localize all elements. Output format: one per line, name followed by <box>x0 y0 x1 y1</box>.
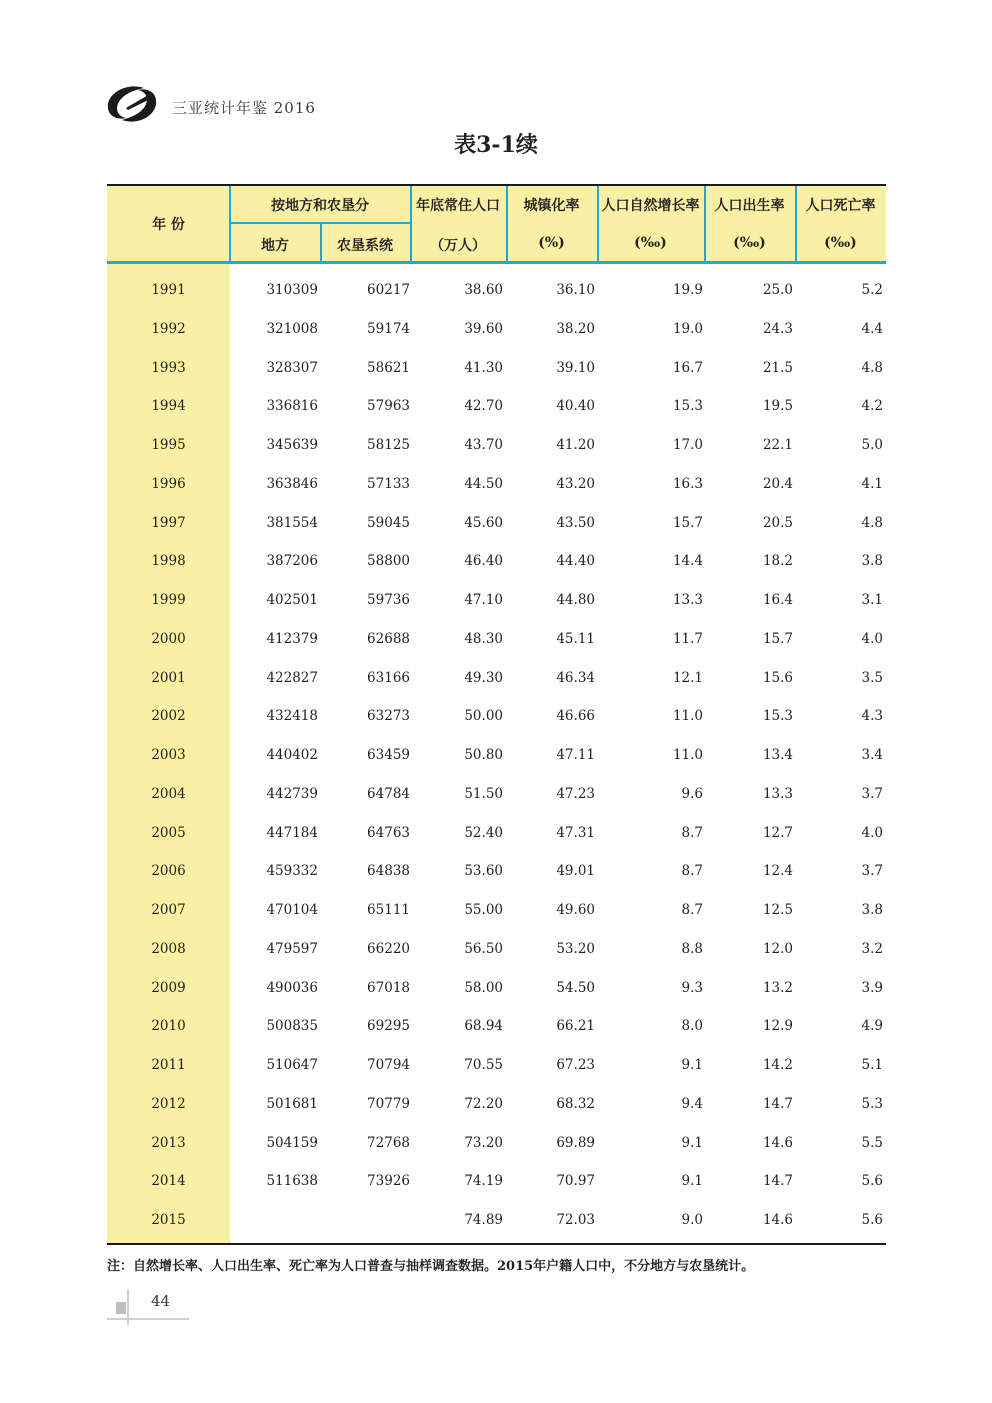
table-top-rule <box>107 184 886 186</box>
cell-farm: 63166 <box>367 669 410 686</box>
cell-birth-rate: 15.7 <box>762 630 793 647</box>
table-row <box>107 398 886 418</box>
cell-urbanization: 49.60 <box>556 902 595 918</box>
col-header-pop-unit: （万人） <box>430 238 486 254</box>
cell-farm: 69295 <box>367 1018 410 1035</box>
col-header-growth: 人口自然增长率 <box>601 198 700 214</box>
table-row <box>107 980 886 1000</box>
cell-farm: 58125 <box>367 437 410 453</box>
cell-urbanization: 44.40 <box>556 553 595 570</box>
table-row <box>107 1057 886 1077</box>
cell-farm: 70794 <box>367 1057 410 1073</box>
col-header-year: 年 份 <box>152 217 185 233</box>
cell-natural-growth: 12.1 <box>672 669 703 686</box>
table-row <box>107 1135 886 1155</box>
cell-birth-rate: 12.7 <box>762 824 793 841</box>
cell-year: 1998 <box>151 553 186 570</box>
cell-year: 1997 <box>151 514 186 531</box>
cell-local: 402501 <box>266 592 318 608</box>
header-bottom-rule <box>107 261 886 264</box>
table-row <box>107 631 886 651</box>
cell-year: 2003 <box>151 747 186 763</box>
cell-population: 74.19 <box>464 1173 503 1190</box>
cell-natural-growth: 9.4 <box>681 1095 703 1112</box>
cell-year: 2002 <box>151 708 186 725</box>
cell-birth-rate: 14.2 <box>762 1057 793 1073</box>
cell-local: 447184 <box>266 824 318 841</box>
cell-death-rate: 4.2 <box>861 398 883 415</box>
col-header-urban-unit: (%) <box>538 235 565 251</box>
cell-urbanization: 49.01 <box>556 863 595 880</box>
cell-natural-growth: 15.3 <box>672 398 703 415</box>
cell-year: 2005 <box>151 824 186 841</box>
cell-farm: 64838 <box>367 863 410 880</box>
cell-population: 48.30 <box>464 630 503 647</box>
cell-population: 42.70 <box>464 398 503 415</box>
cell-natural-growth: 13.3 <box>672 592 703 608</box>
cell-urbanization: 68.32 <box>556 1095 595 1112</box>
cell-natural-growth: 9.1 <box>681 1173 703 1190</box>
cell-population: 55.00 <box>464 902 503 918</box>
cell-urbanization: 67.23 <box>556 1057 595 1073</box>
cell-urbanization: 47.11 <box>556 747 595 763</box>
cell-death-rate: 4.4 <box>861 320 883 337</box>
cell-population: 46.40 <box>464 553 503 570</box>
table-row <box>107 708 886 728</box>
cell-year: 1994 <box>151 398 186 415</box>
cell-local: 500835 <box>266 1018 318 1035</box>
cell-farm: 59045 <box>367 514 410 531</box>
cell-local: 510647 <box>266 1057 318 1073</box>
cell-local: 363846 <box>266 475 318 492</box>
cell-local: 336816 <box>266 398 318 415</box>
cell-urbanization: 44.80 <box>556 592 595 608</box>
cell-death-rate: 4.9 <box>861 1018 883 1035</box>
col-header-group: 按地方和农垦分 <box>271 198 369 214</box>
table-row <box>107 437 886 457</box>
table-row <box>107 592 886 612</box>
cell-year: 2014 <box>151 1173 186 1190</box>
cell-farm: 63273 <box>367 708 410 725</box>
cell-death-rate: 3.8 <box>861 902 883 918</box>
cell-year: 1992 <box>151 320 186 337</box>
cell-year: 2000 <box>151 630 186 647</box>
cell-farm: 59174 <box>367 320 410 337</box>
table-row <box>107 360 886 380</box>
cell-population: 51.50 <box>464 785 503 802</box>
table-row <box>107 1212 886 1232</box>
cell-population: 74.89 <box>464 1212 503 1228</box>
cell-birth-rate: 20.4 <box>762 475 793 492</box>
cell-natural-growth: 8.7 <box>681 902 703 918</box>
table-row <box>107 863 886 883</box>
cell-natural-growth: 11.0 <box>672 747 703 763</box>
cell-death-rate: 3.9 <box>861 979 883 996</box>
cell-farm: 73926 <box>367 1173 410 1190</box>
cell-death-rate: 4.3 <box>861 708 883 725</box>
cell-natural-growth: 16.3 <box>672 475 703 492</box>
cell-year: 2012 <box>151 1095 186 1112</box>
cell-natural-growth: 15.7 <box>672 514 703 531</box>
cell-urbanization: 69.89 <box>556 1134 595 1151</box>
cell-local: 501681 <box>266 1095 318 1112</box>
cell-birth-rate: 18.2 <box>762 553 793 570</box>
cell-urbanization: 38.20 <box>556 320 595 337</box>
page-marker <box>116 1302 126 1314</box>
col-header-growth-unit: (‰) <box>634 235 667 251</box>
cell-urbanization: 72.03 <box>556 1212 595 1228</box>
cell-population: 45.60 <box>464 514 503 531</box>
cell-urbanization: 66.21 <box>556 1018 595 1035</box>
cell-farm: 60217 <box>367 282 410 298</box>
cell-birth-rate: 15.6 <box>762 669 793 686</box>
cell-death-rate: 5.5 <box>861 1134 883 1151</box>
cell-birth-rate: 14.7 <box>762 1095 793 1112</box>
cell-local: 381554 <box>266 514 318 531</box>
cell-natural-growth: 19.0 <box>672 320 703 337</box>
table-row <box>107 1018 886 1038</box>
table-row <box>107 1096 886 1116</box>
cell-farm: 65111 <box>367 902 410 918</box>
cell-year: 2010 <box>151 1018 186 1035</box>
cell-farm: 72768 <box>367 1134 410 1151</box>
cell-birth-rate: 14.7 <box>762 1173 793 1190</box>
cell-year: 1991 <box>151 282 186 298</box>
cell-local: 321008 <box>266 320 318 337</box>
cell-urbanization: 47.31 <box>556 824 595 841</box>
cell-farm: 63459 <box>367 747 410 763</box>
cell-birth-rate: 22.1 <box>762 437 793 453</box>
cell-year: 2013 <box>151 1134 186 1151</box>
cell-population: 53.60 <box>464 863 503 880</box>
cell-natural-growth: 19.9 <box>672 282 703 298</box>
cell-urbanization: 54.50 <box>556 979 595 996</box>
cell-birth-rate: 19.5 <box>762 398 793 415</box>
cell-population: 58.00 <box>464 979 503 996</box>
book-title: 三亚统计年鉴 2016 <box>172 99 316 117</box>
cell-death-rate: 3.8 <box>861 553 883 570</box>
cell-local: 470104 <box>266 902 318 918</box>
cell-local: 490036 <box>266 979 318 996</box>
yearbook-logo-icon <box>104 82 160 126</box>
cell-death-rate: 3.1 <box>861 592 883 608</box>
cell-local: 310309 <box>266 282 318 298</box>
cell-natural-growth: 17.0 <box>672 437 703 453</box>
cell-death-rate: 5.0 <box>861 437 883 453</box>
cell-local: 422827 <box>266 669 318 686</box>
cell-population: 68.94 <box>464 1018 503 1035</box>
cell-population: 73.20 <box>464 1134 503 1151</box>
cell-death-rate: 5.1 <box>861 1057 883 1073</box>
cell-natural-growth: 8.0 <box>681 1018 703 1035</box>
cell-urbanization: 39.10 <box>556 359 595 376</box>
cell-population: 70.55 <box>464 1057 503 1073</box>
cell-death-rate: 4.8 <box>861 514 883 531</box>
cell-local: 459332 <box>266 863 318 880</box>
cell-birth-rate: 14.6 <box>762 1212 793 1228</box>
cell-death-rate: 5.6 <box>861 1212 883 1228</box>
col-header-local: 地方 <box>261 238 289 254</box>
table-row <box>107 902 886 922</box>
cell-urbanization: 45.11 <box>556 630 595 647</box>
table-row <box>107 1173 886 1193</box>
table-row <box>107 786 886 806</box>
cell-population: 72.20 <box>464 1095 503 1112</box>
cell-year: 2015 <box>151 1212 186 1228</box>
cell-natural-growth: 8.8 <box>681 940 703 957</box>
cell-birth-rate: 21.5 <box>762 359 793 376</box>
col-header-birth-unit: (‰) <box>733 235 766 251</box>
cell-local: 387206 <box>266 553 318 570</box>
table-title: 表3-1续 <box>454 132 538 158</box>
cell-year: 2009 <box>151 979 186 996</box>
cell-natural-growth: 14.4 <box>672 553 703 570</box>
cell-year: 2006 <box>151 863 186 880</box>
cell-year: 2001 <box>151 669 186 686</box>
cell-farm: 57133 <box>367 475 410 492</box>
cell-urbanization: 46.66 <box>556 708 595 725</box>
cell-death-rate: 4.0 <box>861 630 883 647</box>
cell-natural-growth: 11.0 <box>672 708 703 725</box>
cell-population: 41.30 <box>464 359 503 376</box>
table-row <box>107 670 886 690</box>
cell-year: 2011 <box>151 1057 186 1073</box>
cell-birth-rate: 13.2 <box>762 979 793 996</box>
cell-year: 1995 <box>151 437 186 453</box>
cell-natural-growth: 8.7 <box>681 863 703 880</box>
table-row <box>107 282 886 302</box>
cell-year: 1993 <box>151 359 186 376</box>
cell-local: 442739 <box>266 785 318 802</box>
col-header-pop: 年底常住人口 <box>416 198 500 214</box>
cell-population: 47.10 <box>464 592 503 608</box>
cell-birth-rate: 15.3 <box>762 708 793 725</box>
table-row <box>107 747 886 767</box>
cell-death-rate: 5.2 <box>861 282 883 298</box>
cell-natural-growth: 8.7 <box>681 824 703 841</box>
footnote: 注：自然增长率、人口出生率、死亡率为人口普查与抽样调查数据。2015年户籍人口中，不分地方与农垦统计。 <box>107 1259 755 1274</box>
cell-birth-rate: 12.4 <box>762 863 793 880</box>
cell-population: 50.80 <box>464 747 503 763</box>
table-row <box>107 553 886 573</box>
table-row <box>107 321 886 341</box>
cell-year: 2008 <box>151 940 186 957</box>
col-header-death: 人口死亡率 <box>805 198 876 214</box>
statistics-table <box>107 184 886 1245</box>
cell-farm: 62688 <box>367 630 410 647</box>
cell-farm: 59736 <box>367 592 410 608</box>
cell-natural-growth: 9.3 <box>681 979 703 996</box>
cell-local: 511638 <box>266 1173 318 1190</box>
cell-local: 504159 <box>266 1134 318 1151</box>
cell-birth-rate: 12.9 <box>762 1018 793 1035</box>
col-header-birth: 人口出生率 <box>714 198 785 214</box>
cell-farm: 58621 <box>367 359 410 376</box>
cell-urbanization: 43.20 <box>556 475 595 492</box>
cell-death-rate: 5.6 <box>861 1173 883 1190</box>
table-row <box>107 941 886 961</box>
cell-death-rate: 3.7 <box>861 785 883 802</box>
cell-year: 1996 <box>151 475 186 492</box>
cell-birth-rate: 12.5 <box>762 902 793 918</box>
cell-population: 43.70 <box>464 437 503 453</box>
cell-birth-rate: 13.4 <box>762 747 793 763</box>
cell-farm: 67018 <box>367 979 410 996</box>
cell-population: 38.60 <box>464 282 503 298</box>
cell-birth-rate: 14.6 <box>762 1134 793 1151</box>
cell-natural-growth: 9.6 <box>681 785 703 802</box>
col-header-death-unit: (‰) <box>824 235 857 251</box>
cell-birth-rate: 24.3 <box>762 320 793 337</box>
cell-urbanization: 53.20 <box>556 940 595 957</box>
cell-local: 412379 <box>266 630 318 647</box>
cell-natural-growth: 9.0 <box>681 1212 703 1228</box>
cell-urbanization: 46.34 <box>556 669 595 686</box>
cell-population: 39.60 <box>464 320 503 337</box>
cell-population: 49.30 <box>464 669 503 686</box>
cell-natural-growth: 9.1 <box>681 1057 703 1073</box>
cell-population: 52.40 <box>464 824 503 841</box>
cell-death-rate: 3.7 <box>861 863 883 880</box>
cell-death-rate: 3.5 <box>861 669 883 686</box>
cell-urbanization: 70.97 <box>556 1173 595 1190</box>
cell-year: 2004 <box>151 785 186 802</box>
cell-urbanization: 40.40 <box>556 398 595 415</box>
cell-natural-growth: 9.1 <box>681 1134 703 1151</box>
cell-farm: 70779 <box>367 1095 410 1112</box>
table-row <box>107 515 886 535</box>
cell-population: 44.50 <box>464 475 503 492</box>
cell-local: 479597 <box>266 940 318 957</box>
cell-local: 345639 <box>266 437 318 453</box>
cell-farm: 58800 <box>367 553 410 570</box>
table-bottom-rule <box>107 1243 886 1245</box>
cell-death-rate: 3.4 <box>861 747 883 763</box>
cell-birth-rate: 20.5 <box>762 514 793 531</box>
cell-natural-growth: 11.7 <box>672 630 703 647</box>
cell-birth-rate: 13.3 <box>762 785 793 802</box>
cell-farm: 64784 <box>367 785 410 802</box>
col-header-farm: 农垦系统 <box>337 238 393 254</box>
cell-urbanization: 41.20 <box>556 437 595 453</box>
cell-urbanization: 43.50 <box>556 514 595 531</box>
cell-local: 440402 <box>266 747 318 763</box>
cell-natural-growth: 16.7 <box>672 359 703 376</box>
cell-death-rate: 4.8 <box>861 359 883 376</box>
table-row <box>107 476 886 496</box>
page-number: 44 <box>151 1292 171 1310</box>
cell-death-rate: 4.1 <box>861 475 883 492</box>
cell-year: 2007 <box>151 902 186 918</box>
cell-birth-rate: 25.0 <box>762 282 793 298</box>
cell-population: 56.50 <box>464 940 503 957</box>
cell-local: 432418 <box>266 708 318 725</box>
cell-birth-rate: 12.0 <box>762 940 793 957</box>
cell-farm: 66220 <box>367 940 410 957</box>
cell-death-rate: 4.0 <box>861 824 883 841</box>
col-header-urban: 城镇化率 <box>523 198 580 214</box>
cell-death-rate: 3.2 <box>861 940 883 957</box>
cell-local: 328307 <box>266 359 318 376</box>
cell-birth-rate: 16.4 <box>762 592 793 608</box>
cell-farm: 64763 <box>367 824 410 841</box>
cell-urbanization: 36.10 <box>556 282 595 298</box>
cell-farm: 57963 <box>367 398 410 415</box>
cell-death-rate: 5.3 <box>861 1095 883 1112</box>
cell-population: 50.00 <box>464 708 503 725</box>
cell-year: 1999 <box>151 592 186 608</box>
cell-urbanization: 47.23 <box>556 785 595 802</box>
table-row <box>107 825 886 845</box>
